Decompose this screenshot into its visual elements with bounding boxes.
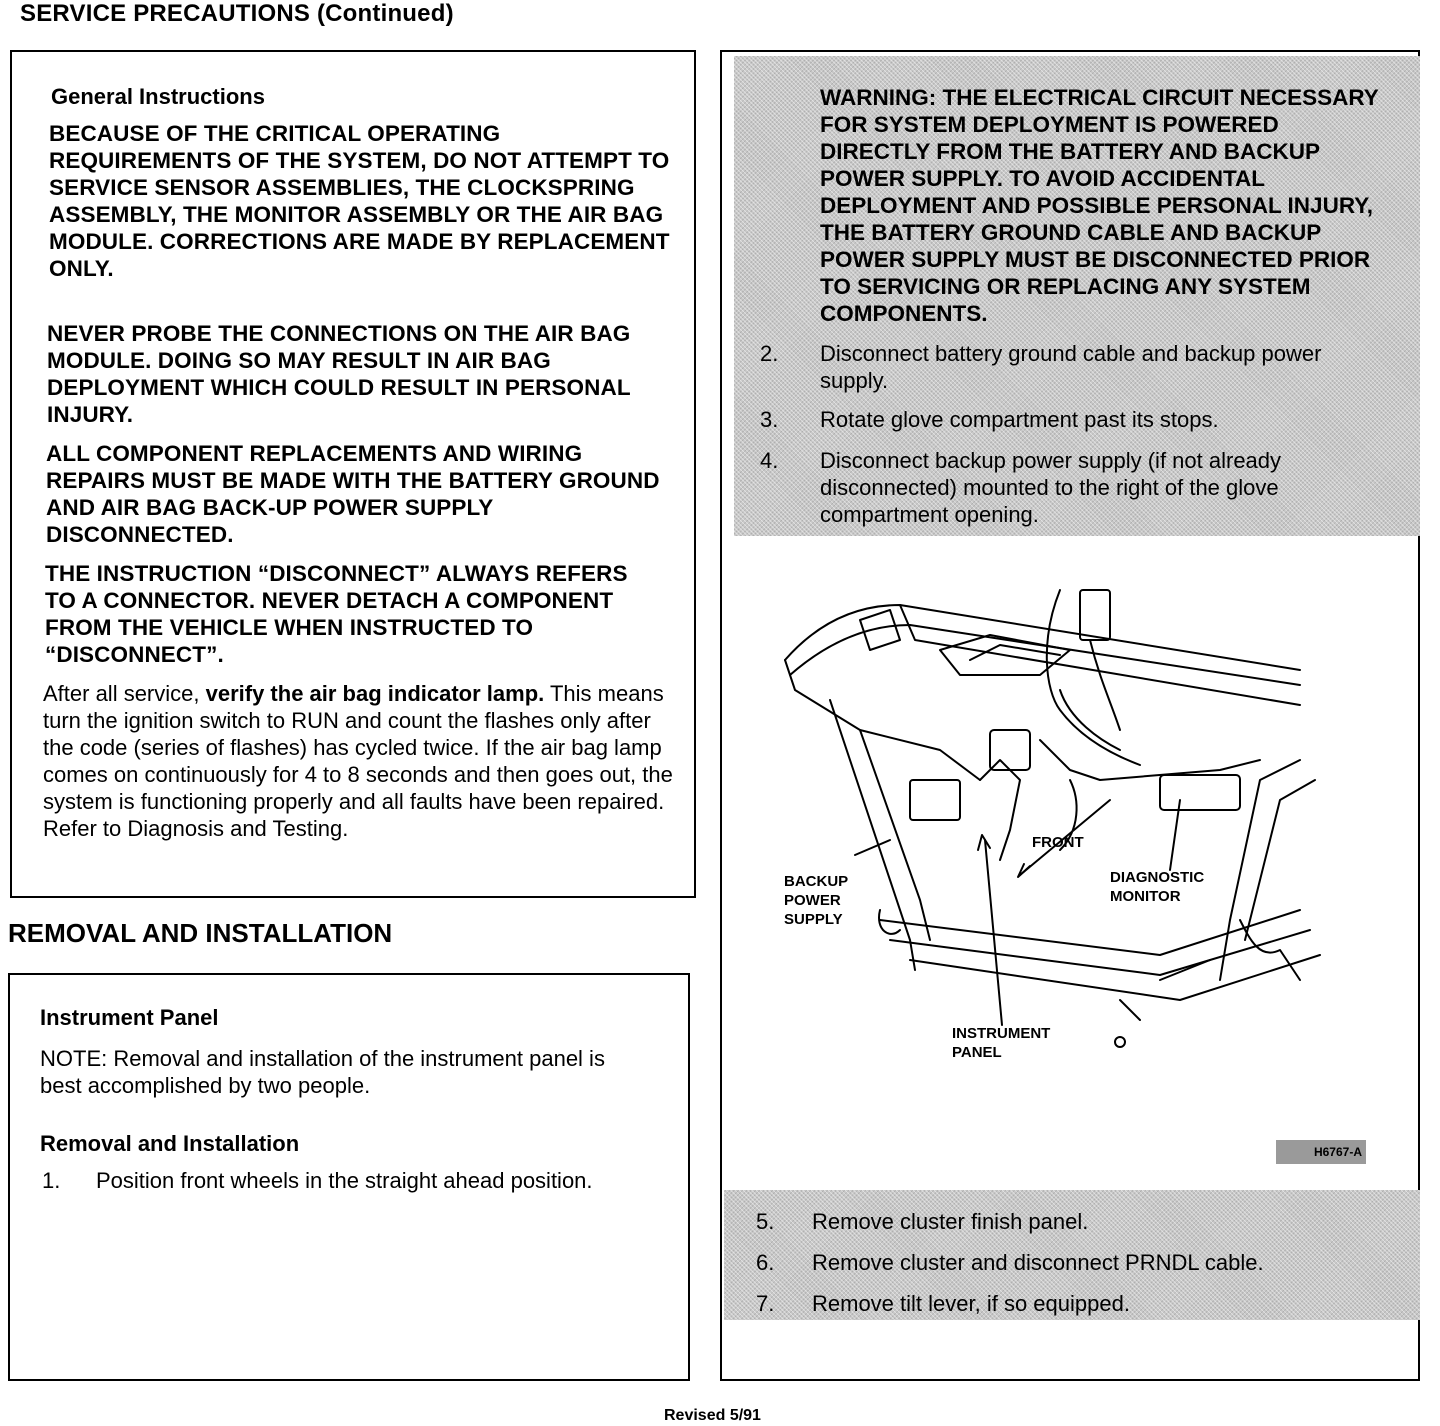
revision-footer: Revised 5/91	[664, 1407, 761, 1424]
step-text: Remove cluster and disconnect PRNDL cable.	[812, 1250, 1264, 1275]
instrument-panel-box	[8, 973, 690, 1381]
precaution-paragraph: THE INSTRUCTION “DISCONNECT” ALWAYS REFERS TO A CONNECTOR. NEVER DETACH A COMPONENT FROM THE VEHICLE WHEN INSTRUCTED TO “DISCONNECT”.	[45, 561, 628, 667]
label-line: MONITOR	[1110, 888, 1181, 905]
backup-power-supply-label	[784, 872, 848, 929]
diagnostic-monitor-shape	[1160, 775, 1240, 810]
leader-backup	[855, 840, 890, 855]
step-text: Position front wheels in the straight ahead position.	[96, 1168, 593, 1193]
verify-bold: verify the air bag indicator lamp.	[205, 681, 545, 706]
instrument-panel-label	[952, 1024, 1050, 1062]
verify-prefix: After all service,	[43, 681, 206, 706]
step-number: 7.	[756, 1291, 775, 1316]
step-number: 6.	[756, 1250, 775, 1275]
backup-power-supply-shape	[910, 780, 960, 820]
general-instructions-box	[10, 50, 696, 898]
warning-text: WARNING: THE ELECTRICAL CIRCUIT NECESSARY FOR SYSTEM DEPLOYMENT IS POWERED DIRECTLY FROM THE BATTERY AND BACKUP POWER SUPPLY. TO AVOID ACCIDENTAL DEPLOYMENT AND POSSIBLE PERSONAL INJURY, THE BATTERY GROUND CABLE AND BACKUP POWER SUPPLY MUST BE DISCONNECTED PRIOR TO SERVICING OR REPLACING ANY SYSTEM COMPONENTS.	[820, 85, 1379, 326]
step-text: Rotate glove compartment past its stops.	[820, 407, 1219, 432]
step-3	[760, 406, 1400, 436]
step-text: Remove cluster finish panel.	[812, 1209, 1089, 1234]
instrument-panel-illustration	[740, 580, 1340, 1080]
label-line: POWER	[784, 892, 841, 909]
figure-id: H6767-A	[1276, 1140, 1366, 1164]
label-line: PANEL	[952, 1044, 1002, 1061]
instrument-panel-heading: Instrument Panel	[40, 1005, 219, 1030]
step-1	[42, 1167, 602, 1227]
step-text: Disconnect battery ground cable and backup power supply.	[820, 341, 1322, 393]
label-line: BACKUP	[784, 873, 849, 890]
connector-block	[1080, 590, 1110, 640]
label-line: INSTRUMENT	[952, 1025, 1051, 1042]
verify-rest: This means turn the ignition switch to RUN and count the flashes only after the code (series of flashes) has cycled twice. If the air bag lamp comes on continuously for 4 to 8 seconds and then goes out, the system is functioning properly and all faults have been repaired. Refer to Diagnosis and Testing.	[43, 681, 673, 841]
dash-top-edge	[785, 605, 1300, 670]
front-label: FRONT	[1032, 834, 1084, 851]
step-number: 5.	[756, 1209, 775, 1234]
precaution-paragraph: BECAUSE OF THE CRITICAL OPERATING REQUIREMENTS OF THE SYSTEM, DO NOT ATTEMPT TO SERVICE SENSOR ASSEMBLIES, THE CLOCKSPRING ASSEMBLY, THE MONITOR ASSEMBLY OR THE AIR BAG MODULE. CORRECTIONS ARE MADE BY REPLACEMENT ONLY.	[49, 121, 670, 281]
general-instructions-heading: General Instructions	[51, 84, 265, 109]
step-text: Remove tilt lever, if so equipped.	[812, 1291, 1130, 1316]
step-6	[756, 1249, 1396, 1279]
precaution-paragraph: NEVER PROBE THE CONNECTIONS ON THE AIR BAG MODULE. DOING SO MAY RESULT IN AIR BAG DEPLOYMENT WHICH COULD RESULT IN PERSONAL INJURY.	[47, 321, 631, 427]
step-number: 4.	[760, 448, 779, 473]
removal-installation-subheading: Removal and Installation	[40, 1131, 300, 1156]
step-7	[756, 1290, 1396, 1320]
step-number: 1.	[42, 1168, 61, 1193]
step-5	[756, 1208, 1396, 1238]
precaution-paragraph: ALL COMPONENT REPLACEMENTS AND WIRING REPAIRS MUST BE MADE WITH THE BATTERY GROUND AND AIR BAG BACK-UP POWER SUPPLY DISCONNECTED.	[46, 441, 660, 547]
step-4	[760, 447, 1400, 531]
label-line: DIAGNOSTIC	[1110, 869, 1205, 886]
instrument-panel-note: NOTE: Removal and installation of the instrument panel is best accomplished by two people.	[40, 1046, 605, 1098]
label-line: SUPPLY	[784, 911, 843, 928]
removal-section-title: REMOVAL AND INSTALLATION	[8, 918, 393, 948]
verify-lamp-paragraph	[43, 680, 673, 842]
diagnostic-monitor-label	[1110, 868, 1204, 906]
step-number: 3.	[760, 407, 779, 432]
step-number: 2.	[760, 341, 779, 366]
step-2	[760, 340, 1400, 396]
step-text: Disconnect backup power supply (if not already disconnected) mounted to the right of the glove compartment opening.	[820, 448, 1282, 527]
page-title: SERVICE PRECAUTIONS (Continued)	[20, 0, 454, 27]
